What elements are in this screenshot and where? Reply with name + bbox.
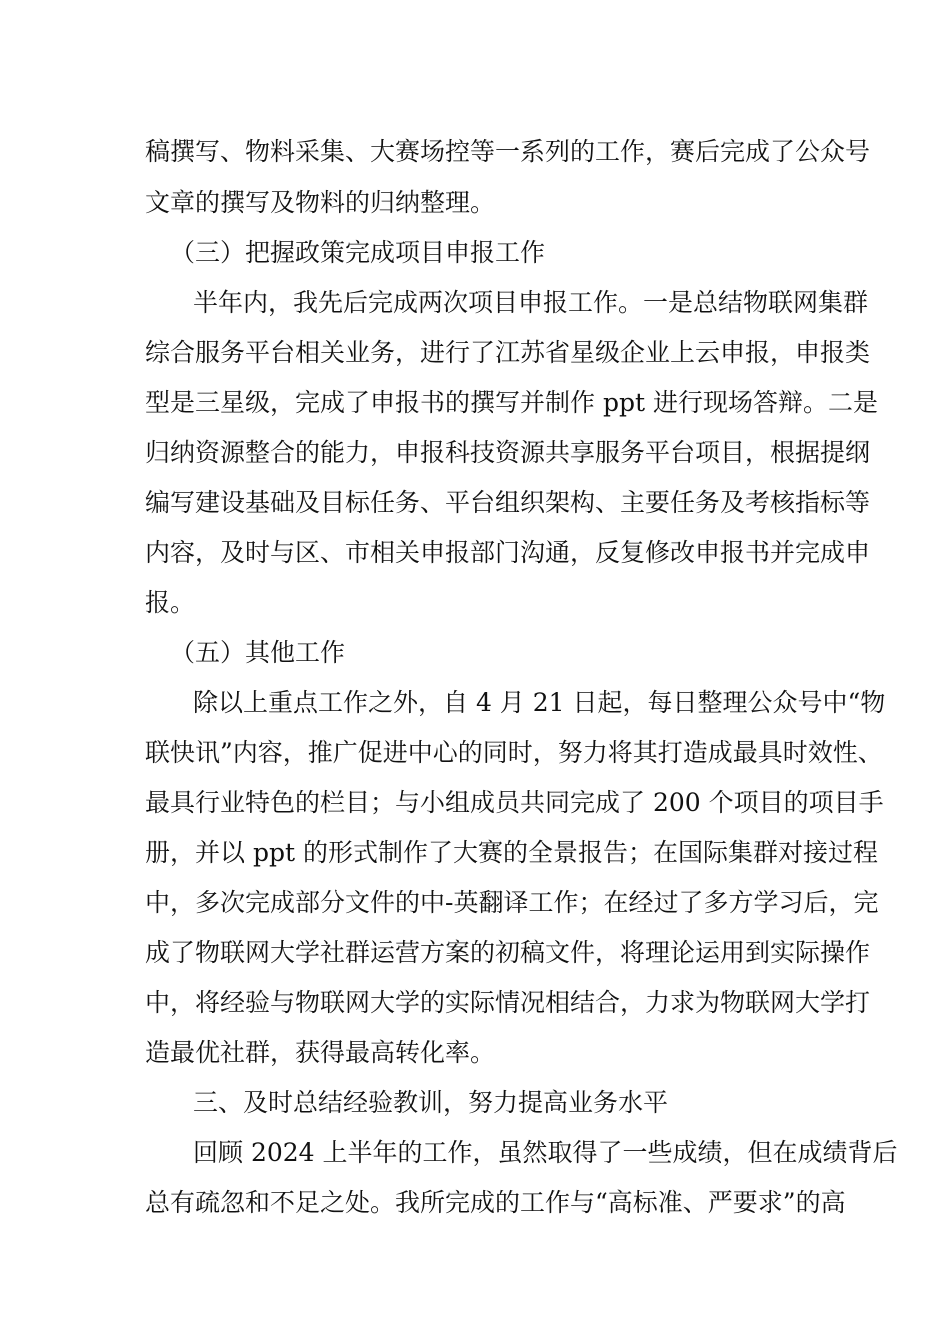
text-line: 报。	[145, 588, 196, 617]
text-line: 册，并以 ppt 的形式制作了大赛的全景报告；在国际集群对接过程	[145, 838, 878, 867]
text-line: 最具行业特色的栏目；与小组成员共同完成了 200 个项目的项目手	[145, 788, 884, 817]
text-line: 联快讯”内容，推广促进中心的同时，努力将其打造成最具时效性、	[145, 738, 883, 767]
text-line: 编写建设基础及目标任务、平台组织架构、主要任务及考核指标等	[145, 488, 871, 517]
text-line: 成了物联网大学社群运营方案的初稿文件，将理论运用到实际操作	[145, 938, 871, 967]
text-line: 中，多次完成部分文件的中-英翻译工作；在经过了多方学习后，完	[145, 888, 879, 917]
text-line: 中，将经验与物联网大学的实际情况相结合，力求为物联网大学打	[145, 988, 871, 1017]
text-line: 综合服务平台相关业务，进行了江苏省星级企业上云申报，申报类	[145, 338, 871, 367]
section-heading: （五）其他工作	[170, 638, 346, 667]
text-line: 内容，及时与区、市相关申报部门沟通，反复修改申报书并完成申	[145, 538, 871, 567]
text-line: 归纳资源整合的能力，申报科技资源共享服务平台项目，根据提纲	[145, 438, 871, 467]
text-line: 文章的撰写及物料的归纳整理。	[145, 188, 496, 217]
text-line: 半年内，我先后完成两次项目申报工作。一是总结物联网集群	[193, 288, 869, 317]
section-heading: （三）把握政策完成项目申报工作	[170, 238, 546, 267]
text-line: 回顾 2024 上半年的工作，虽然取得了一些成绩，但在成绩背后	[193, 1138, 898, 1167]
text-line: 总有疏忽和不足之处。我所完成的工作与“高标准、严要求”的高	[145, 1188, 846, 1217]
text-line: 稿撰写、物料采集、大赛场控等一系列的工作，赛后完成了公众号	[145, 137, 871, 166]
section-heading: 三、及时总结经验教训，努力提高业务水平	[193, 1088, 669, 1117]
text-line: 造最优社群，获得最高转化率。	[145, 1038, 496, 1067]
text-line: 型是三星级，完成了申报书的撰写并制作 ppt 进行现场答辩。二是	[145, 388, 878, 417]
text-line: 除以上重点工作之外，自 4 月 21 日起，每日整理公众号中“物	[193, 688, 886, 717]
